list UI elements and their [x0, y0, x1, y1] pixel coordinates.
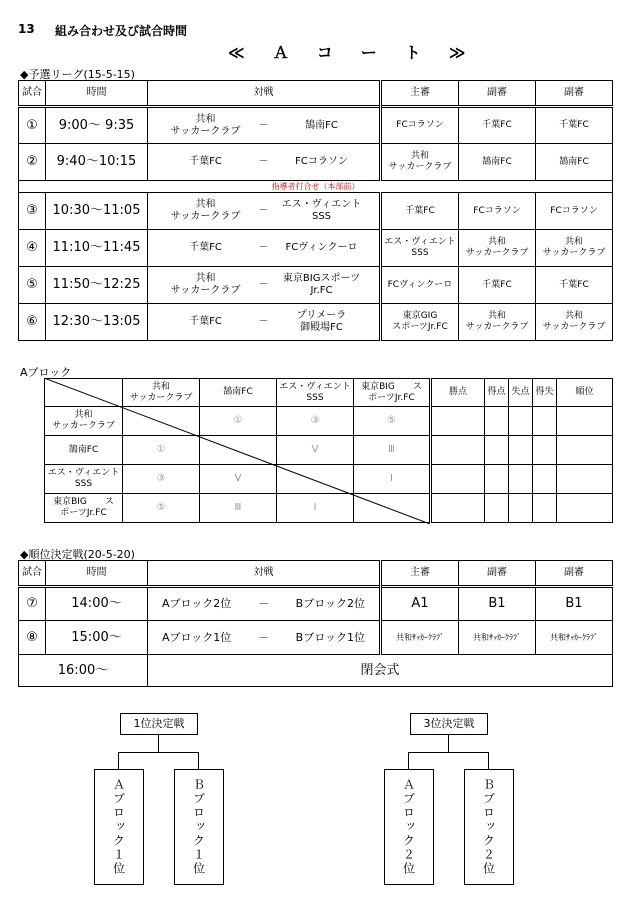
sub-referee-1: B1: [459, 587, 536, 621]
bracket-left-team: Ａブロック１位: [94, 769, 144, 885]
match-number: ⑧: [19, 621, 46, 655]
sub-referee-1: 共和 サッカークラブ: [459, 304, 536, 341]
stat-header-rank: 順位: [557, 379, 613, 407]
block-row-team: 共和 サッカークラブ: [45, 407, 123, 436]
vs-dash: －: [258, 205, 269, 216]
match-number: ⑦: [19, 587, 46, 621]
team-b: Bブロック2位: [295, 597, 365, 610]
match-time: 11:10～11:45: [46, 230, 148, 267]
col-sub1: 副審: [459, 81, 536, 107]
col-chief: 主審: [381, 561, 459, 587]
block-cell: Ⅰ: [354, 465, 431, 494]
team-a: 千葉FC: [189, 156, 222, 167]
col-sub2: 副審: [536, 561, 613, 587]
col-sub1: 副審: [459, 561, 536, 587]
block-cell: Ⅴ: [277, 436, 354, 465]
block-row-team: 鵠南FC: [45, 436, 123, 465]
col-match: 試合: [19, 561, 46, 587]
vs-dash: －: [258, 279, 269, 290]
bracket-right-team: Ｂブロック１位: [174, 769, 224, 885]
match-number: ①: [19, 107, 46, 144]
closing-time: 16:00～: [19, 655, 148, 687]
match-time: 14:00～: [46, 587, 148, 621]
match-number: ③: [19, 193, 46, 230]
chief-referee: 東京GIG スポーツJr.FC: [381, 304, 459, 341]
team-b: FCヴィンクーロ: [285, 242, 358, 253]
matchup-cell: [148, 107, 381, 144]
matchup-cell: [148, 267, 381, 304]
chief-referee: 千葉FC: [381, 193, 459, 230]
block-col-team: 東京BIG ス ポーツJr.FC: [354, 379, 431, 407]
meeting-note: 指導者打合せ（本部前）: [19, 181, 613, 193]
bracket-line: [408, 752, 409, 769]
bracket-title: 3位決定戦: [410, 713, 488, 735]
block-cell: ①: [200, 407, 277, 436]
chief-referee: A1: [381, 587, 459, 621]
match-time: 10:30～11:05: [46, 193, 148, 230]
sub-referee-1: 共和ｻｯｶｰｸﾗﾌﾞ: [459, 621, 536, 655]
bracket-line: [408, 752, 489, 753]
chief-referee: FCコラソン: [381, 107, 459, 144]
sub-referee-2: 千葉FC: [536, 107, 613, 144]
vs-dash: －: [258, 242, 269, 253]
col-matchup: 対戦: [148, 561, 381, 587]
vs-dash: －: [257, 630, 269, 644]
match-number: ⑤: [19, 267, 46, 304]
team-b: FCコラソン: [295, 156, 348, 167]
matchup-cell: [148, 230, 381, 267]
col-sub2: 副審: [536, 81, 613, 107]
chief-referee: FCヴィンクーロ: [381, 267, 459, 304]
block-row-team: エス・ヴィエント SSS: [45, 465, 123, 494]
match-number: ②: [19, 144, 46, 181]
block-cell: ⑤: [123, 494, 200, 523]
block-col-team: 鵠南FC: [200, 379, 277, 407]
bracket-left-team: Ａブロック２位: [384, 769, 434, 885]
team-a: 共和 サッカークラブ: [170, 273, 241, 296]
team-b: プリメーラ 御殿場FC: [296, 310, 347, 333]
matchup-cell: [148, 621, 381, 655]
page-heading: 組み合わせ及び試合時間: [55, 24, 188, 38]
page-number: 13: [18, 22, 35, 36]
sub-referee-2: B1: [536, 587, 613, 621]
team-b: エス・ヴィエント SSS: [281, 199, 362, 222]
col-match: 試合: [19, 81, 46, 107]
sub-referee-1: 鵠南FC: [459, 144, 536, 181]
block-table-wrap: [44, 378, 612, 524]
stat-header-gd: 得失: [533, 379, 557, 407]
court-title: ≪ Ａ コ ー ト ≫: [228, 43, 472, 62]
vs-dash: －: [258, 156, 269, 167]
sub-referee-2: 共和 サッカークラブ: [536, 230, 613, 267]
match-number: ⑥: [19, 304, 46, 341]
col-time: 時間: [46, 561, 148, 587]
table-row: [19, 230, 613, 267]
sub-referee-2: 鵠南FC: [536, 144, 613, 181]
match-time: 9:40～10:15: [46, 144, 148, 181]
team-b: 鵠南FC: [305, 119, 338, 131]
bracket-line: [448, 734, 449, 752]
table-row: [19, 267, 613, 304]
team-b: Bブロック1位: [295, 630, 365, 644]
bracket-title: 1位決定戦: [120, 713, 198, 735]
block-label: Aブロック: [20, 366, 72, 379]
matchup-cell: [148, 144, 381, 181]
team-a: 共和 サッカークラブ: [170, 199, 241, 222]
match-time: 12:30～13:05: [46, 304, 148, 341]
closing-label: 閉会式: [148, 655, 613, 687]
bracket-line: [118, 752, 199, 753]
sub-referee-1: 共和 サッカークラブ: [459, 230, 536, 267]
sub-referee-2: 共和ｻｯｶｰｸﾗﾌﾞ: [536, 621, 613, 655]
match-number: ④: [19, 230, 46, 267]
col-time: 時間: [46, 81, 148, 107]
stat-header-wins: 勝点: [431, 379, 485, 407]
bracket-line: [118, 752, 119, 769]
col-chief: 主審: [381, 81, 459, 107]
finals-section-label: ◆順位決定戦(20-5-20): [20, 548, 135, 561]
vs-dash: －: [258, 316, 269, 327]
meeting-row: [19, 181, 613, 193]
team-a: 千葉FC: [189, 316, 222, 327]
vs-dash: －: [257, 597, 269, 610]
chief-referee: 共和ｻｯｶｰｸﾗﾌﾞ: [381, 621, 459, 655]
block-cell: Ⅴ: [200, 465, 277, 494]
match-time: 11:50～12:25: [46, 267, 148, 304]
bracket-line: [488, 752, 489, 769]
match-time: 15:00～: [46, 621, 148, 655]
prelim-table: [18, 80, 613, 341]
block-cell: ①: [123, 436, 200, 465]
sub-referee-2: 共和 サッカークラブ: [536, 304, 613, 341]
block-cell: ③: [277, 407, 354, 436]
block-col-team: 共和 サッカークラブ: [123, 379, 200, 407]
team-b: 東京BIGスポーツ Jr.FC: [282, 273, 361, 296]
matchup-cell: [148, 304, 381, 341]
block-cell: Ⅲ: [200, 494, 277, 523]
table-row: [19, 193, 613, 230]
stat-header-ga: 失点: [509, 379, 533, 407]
table-row: [19, 144, 613, 181]
finals-table: [18, 560, 613, 687]
chief-referee: 共和 サッカークラブ: [381, 144, 459, 181]
table-row: [19, 587, 613, 621]
block-diagonal: [44, 378, 612, 524]
sub-referee-1: 千葉FC: [459, 267, 536, 304]
bracket-line: [158, 734, 159, 752]
sub-referee-2: FCコラソン: [536, 193, 613, 230]
block-cell: ⑤: [354, 407, 431, 436]
block-cell: Ⅲ: [354, 436, 431, 465]
sub-referee-2: 千葉FC: [536, 267, 613, 304]
block-col-team: エス・ヴィエント SSS: [277, 379, 354, 407]
matchup-cell: [148, 587, 381, 621]
stat-header-gf: 得点: [485, 379, 509, 407]
matchup-cell: [148, 193, 381, 230]
block-row-team: 東京BIG ス ポーツJr.FC: [45, 494, 123, 523]
block-cell: Ⅰ: [277, 494, 354, 523]
table-row: [19, 621, 613, 655]
team-a: 千葉FC: [189, 242, 222, 253]
table-row: [19, 304, 613, 341]
vs-dash: －: [258, 119, 269, 131]
team-a: Aブロック1位: [162, 630, 232, 644]
block-cell: ③: [123, 465, 200, 494]
team-a: 共和 サッカークラブ: [170, 113, 241, 137]
bracket-line: [198, 752, 199, 769]
table-row: [19, 107, 613, 144]
prelim-section-label: ◆予選リーグ(15-5-15): [20, 68, 135, 81]
sub-referee-1: 千葉FC: [459, 107, 536, 144]
col-matchup: 対戦: [148, 81, 381, 107]
sub-referee-1: FCコラソン: [459, 193, 536, 230]
bracket-right-team: Ｂブロック２位: [464, 769, 514, 885]
team-a: Aブロック2位: [162, 597, 232, 610]
chief-referee: エス・ヴィエント SSS: [381, 230, 459, 267]
match-time: 9:00～ 9:35: [46, 107, 148, 144]
